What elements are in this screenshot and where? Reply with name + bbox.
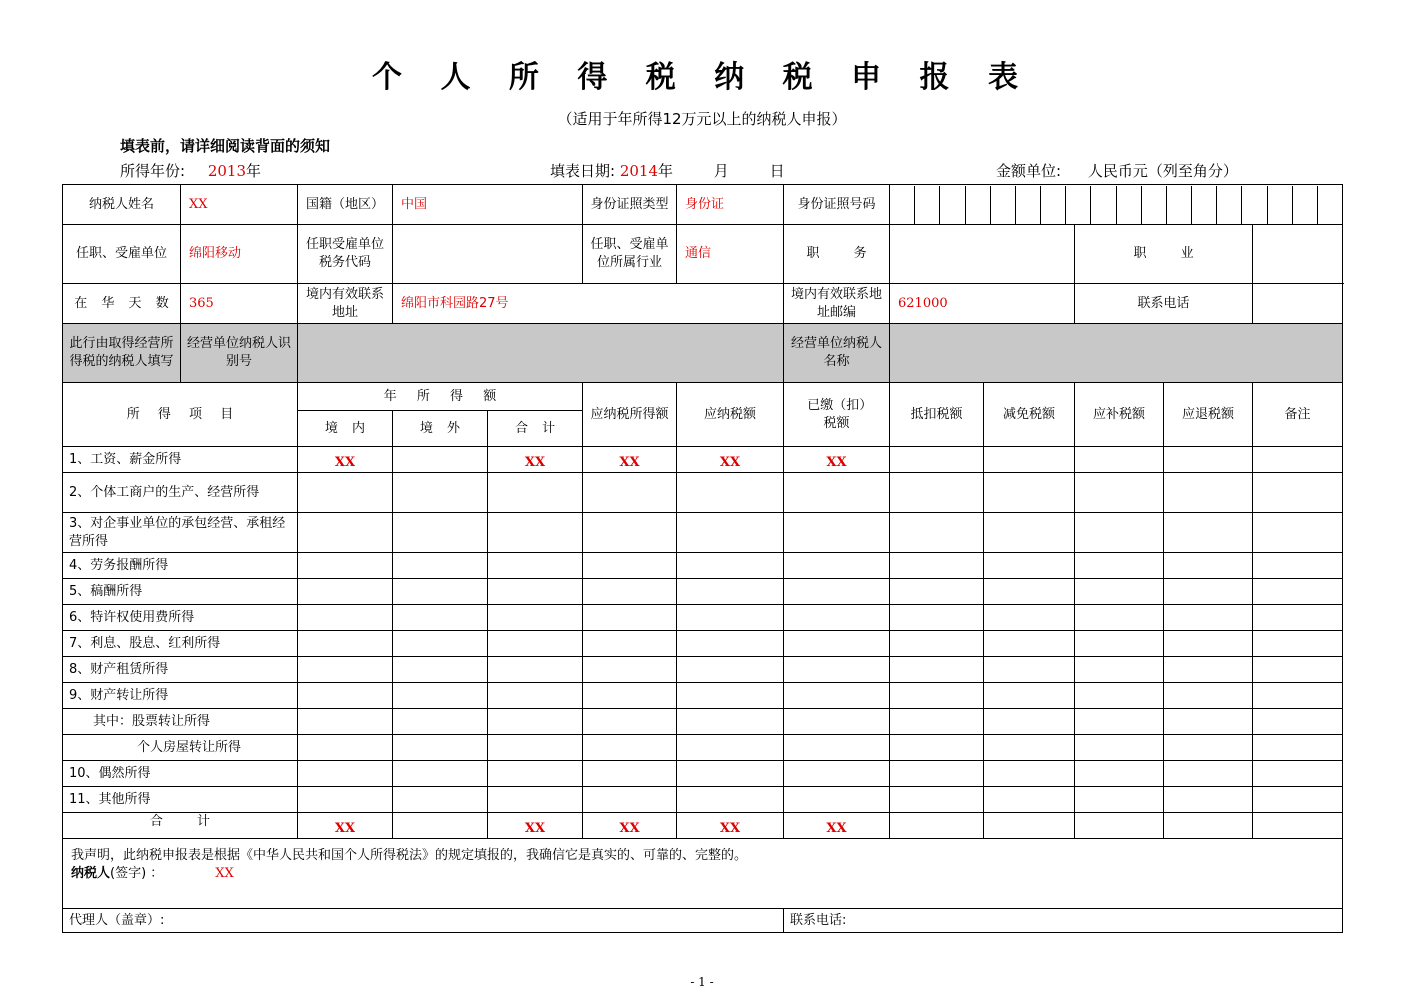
employer-tax-code-label: 任职受雇单位税务代码 [298, 225, 393, 284]
signature-value[interactable]: XX [215, 866, 234, 881]
cell[interactable] [1253, 473, 1343, 513]
cell[interactable] [1253, 631, 1343, 657]
cell[interactable] [984, 513, 1075, 553]
cell[interactable] [784, 631, 890, 657]
col-taxable-income-header: 应纳税所得额 [583, 383, 677, 447]
row-label: 1、工资、薪金所得 [63, 447, 298, 473]
form-subtitle: （适用于年所得12万元以上的纳税人申报） [557, 110, 847, 128]
cell[interactable] [890, 761, 984, 787]
cell[interactable] [488, 683, 583, 709]
cell[interactable] [1253, 709, 1343, 735]
cell[interactable] [984, 761, 1075, 787]
cell[interactable] [1253, 513, 1343, 553]
cell[interactable] [1075, 579, 1164, 605]
cell[interactable] [784, 735, 890, 761]
cell[interactable] [677, 631, 784, 657]
cell[interactable] [298, 761, 393, 787]
cell[interactable] [583, 605, 677, 631]
income-year-value[interactable]: 2013 [207, 162, 247, 180]
row-label: 其中：股票转让所得 [63, 709, 298, 735]
cell[interactable] [1253, 579, 1343, 605]
cell[interactable] [1253, 605, 1343, 631]
row-label: 个人房屋转让所得 [63, 735, 298, 761]
total-foreign[interactable] [393, 813, 488, 839]
table-row [63, 447, 1343, 473]
totals-label: 合 计 [63, 813, 298, 839]
table-row [63, 657, 1343, 683]
cell[interactable] [583, 787, 677, 813]
cell[interactable] [298, 735, 393, 761]
cell[interactable] [984, 473, 1075, 513]
col-item-header: 所 得 项 目 [63, 383, 298, 447]
cell[interactable] [1075, 735, 1164, 761]
fill-date-rest: 年 月 日 [658, 162, 785, 180]
cell[interactable] [984, 657, 1075, 683]
cell[interactable] [890, 683, 984, 709]
cell[interactable] [583, 579, 677, 605]
id-type-field[interactable]: 身份证 [677, 185, 784, 225]
col-tax-refund-header: 应退税额 [1164, 383, 1253, 447]
row-label: 6、特许权使用费所得 [63, 605, 298, 631]
cell[interactable] [890, 657, 984, 683]
row-label: 3、对企事业单位的承包经营、承租经营所得 [63, 513, 298, 553]
col-tax-relief-header: 减免税额 [984, 383, 1075, 447]
cell[interactable] [984, 709, 1075, 735]
cell[interactable] [393, 787, 488, 813]
cell[interactable] [890, 605, 984, 631]
phone-field[interactable] [1253, 284, 1343, 324]
cell[interactable] [298, 513, 393, 553]
cell[interactable] [393, 605, 488, 631]
cell[interactable] [1075, 553, 1164, 579]
income-year-label: 所得年份: [120, 162, 186, 180]
cell[interactable] [784, 761, 890, 787]
cell[interactable] [298, 683, 393, 709]
cell[interactable] [393, 683, 488, 709]
fill-date-label: 填表日期: [550, 162, 616, 180]
occupation-label: 职 业 [1075, 225, 1253, 284]
cell[interactable] [1075, 787, 1164, 813]
total-relief[interactable] [984, 813, 1075, 839]
cell[interactable] [1164, 579, 1253, 605]
cell[interactable] [677, 605, 784, 631]
cell[interactable] [677, 709, 784, 735]
income-year-suffix: 年 [246, 162, 262, 180]
total-supplement[interactable] [1075, 813, 1164, 839]
fill-notice: 填表前，请详细阅读背面的须知 [120, 137, 331, 155]
total-domestic[interactable]: XX [298, 813, 393, 839]
business-tax-id-field[interactable] [298, 324, 784, 383]
cell[interactable] [488, 787, 583, 813]
cell-supplement[interactable] [1075, 447, 1164, 473]
cell[interactable] [984, 553, 1075, 579]
row-label: 9、财产转让所得 [63, 683, 298, 709]
cell[interactable] [890, 473, 984, 513]
currency-value: 人民币元（列至角分） [1087, 162, 1238, 180]
cell[interactable] [890, 579, 984, 605]
cell[interactable] [784, 513, 890, 553]
cell[interactable] [1075, 709, 1164, 735]
business-tax-id-label: 经营单位纳税人识别号 [181, 324, 298, 383]
cell[interactable] [890, 735, 984, 761]
row-label: 5、稿酬所得 [63, 579, 298, 605]
totals-row [63, 813, 1343, 839]
currency-unit [996, 160, 1238, 181]
total-remarks[interactable] [1253, 813, 1343, 839]
table-row [63, 683, 1343, 709]
cell[interactable] [984, 683, 1075, 709]
col-foreign-header: 境 外 [393, 411, 488, 447]
cell[interactable] [488, 709, 583, 735]
declaration-block [63, 839, 1343, 909]
cell[interactable] [984, 605, 1075, 631]
agent-phone-label: 联系电话: [784, 909, 1343, 933]
col-tax-paid-header: 已缴（扣）税额 [784, 383, 890, 447]
table-row [63, 473, 1343, 513]
cell[interactable] [890, 513, 984, 553]
cell[interactable] [984, 787, 1075, 813]
cell[interactable] [677, 735, 784, 761]
cell[interactable] [1075, 513, 1164, 553]
cell[interactable] [488, 657, 583, 683]
employer-tax-code-field[interactable] [393, 225, 583, 284]
cell[interactable] [583, 709, 677, 735]
cell[interactable] [784, 787, 890, 813]
tax-return-table [62, 184, 1343, 933]
cell[interactable] [1164, 553, 1253, 579]
row-label: 11、其他所得 [63, 787, 298, 813]
total-total[interactable]: XX [488, 813, 583, 839]
cell[interactable] [1164, 513, 1253, 553]
cell[interactable] [1253, 683, 1343, 709]
agent-label: 代理人（盖章）: [63, 909, 784, 933]
postcode-field[interactable]: 621000 [890, 284, 1075, 324]
cell[interactable] [298, 473, 393, 513]
days-in-china-label: 在 华 天 数 [63, 284, 181, 324]
taxpayer-name-field[interactable]: XX [181, 185, 298, 225]
id-number-boxes [890, 186, 1342, 224]
fill-date-year[interactable]: 2014 [619, 162, 659, 180]
id-type-label: 身份证照类型 [583, 185, 677, 225]
cell[interactable] [583, 761, 677, 787]
cell[interactable] [488, 735, 583, 761]
table-row [63, 631, 1343, 657]
cell[interactable] [784, 709, 890, 735]
table-row [63, 513, 1343, 553]
table-row [63, 761, 1343, 787]
cell[interactable] [488, 761, 583, 787]
total-refund[interactable] [1164, 813, 1253, 839]
cell[interactable] [890, 631, 984, 657]
cell[interactable] [1253, 761, 1343, 787]
cell[interactable] [984, 631, 1075, 657]
col-tax-credit-header: 抵扣税额 [890, 383, 984, 447]
cell[interactable] [677, 787, 784, 813]
cell[interactable] [984, 735, 1075, 761]
total-payable[interactable]: XX [677, 813, 784, 839]
row-label: 2、个体工商户的生产、经营所得 [63, 473, 298, 513]
cell[interactable] [298, 605, 393, 631]
cell[interactable] [583, 553, 677, 579]
cell[interactable] [890, 709, 984, 735]
cell[interactable] [784, 553, 890, 579]
cell[interactable] [1253, 787, 1343, 813]
form-title: 个 人 所 得 税 纳 税 申 报 表 [372, 60, 1032, 95]
cell[interactable] [488, 631, 583, 657]
cell[interactable] [583, 473, 677, 513]
cell-remarks[interactable] [1253, 447, 1343, 473]
col-remarks-header: 备注 [1253, 383, 1343, 447]
table-row [63, 709, 1343, 735]
cell-foreign[interactable] [393, 447, 488, 473]
cell[interactable] [1075, 473, 1164, 513]
col-domestic-header: 境 内 [298, 411, 393, 447]
cell[interactable] [488, 473, 583, 513]
cell-paid[interactable]: XX [784, 447, 890, 473]
cell[interactable] [488, 513, 583, 553]
cell[interactable] [1164, 657, 1253, 683]
cell[interactable] [1164, 709, 1253, 735]
domestic-address-label: 境内有效联系地址 [298, 284, 393, 324]
col-total-header: 合 计 [488, 411, 583, 447]
cell-taxable[interactable]: XX [583, 447, 677, 473]
cell[interactable] [1075, 605, 1164, 631]
fill-date [550, 160, 785, 181]
cell[interactable] [1253, 657, 1343, 683]
cell[interactable] [984, 579, 1075, 605]
cell[interactable] [488, 605, 583, 631]
currency-label: 金额单位: [996, 162, 1062, 180]
cell[interactable] [393, 761, 488, 787]
postcode-label: 境内有效联系地址邮编 [784, 284, 890, 324]
cell[interactable] [784, 683, 890, 709]
cell[interactable] [393, 513, 488, 553]
table-row [63, 553, 1343, 579]
cell[interactable] [298, 579, 393, 605]
cell[interactable] [784, 579, 890, 605]
signature-line [71, 865, 1334, 883]
cell[interactable] [488, 553, 583, 579]
declaration-statement: 我声明，此纳税申报表是根据《中华人民共和国个人所得税法》的规定填报的，我确信它是真实的、可靠的、完整的。 [71, 848, 748, 863]
employer-industry-label: 任职、受雇单位所属行业 [583, 225, 677, 284]
table-row [63, 735, 1343, 761]
id-number-field[interactable] [890, 185, 1343, 225]
position-label: 职 务 [784, 225, 890, 284]
cell[interactable] [1164, 605, 1253, 631]
table-row [63, 579, 1343, 605]
employer-industry-field[interactable]: 通信 [677, 225, 784, 284]
cell-relief[interactable] [984, 447, 1075, 473]
cell-credit[interactable] [890, 447, 984, 473]
cell[interactable] [677, 513, 784, 553]
domestic-address-field[interactable]: 绵阳市科园路27号 [393, 284, 784, 324]
position-field[interactable] [890, 225, 1075, 284]
cell[interactable] [393, 579, 488, 605]
cell[interactable] [1075, 761, 1164, 787]
cell[interactable] [1075, 657, 1164, 683]
cell-total[interactable]: XX [488, 447, 583, 473]
cell[interactable] [393, 553, 488, 579]
cell[interactable] [393, 631, 488, 657]
cell[interactable] [677, 473, 784, 513]
cell[interactable] [298, 787, 393, 813]
cell[interactable] [583, 631, 677, 657]
days-in-china-field[interactable]: 365 [181, 284, 298, 324]
business-row-label: 此行由取得经营所得税的纳税人填写 [63, 324, 181, 383]
col-tax-supplement-header: 应补税额 [1075, 383, 1164, 447]
cell[interactable] [393, 735, 488, 761]
cell[interactable] [583, 513, 677, 553]
cell[interactable] [393, 473, 488, 513]
row-label: 4、劳务报酬所得 [63, 553, 298, 579]
cell[interactable] [298, 631, 393, 657]
cell[interactable] [1253, 735, 1343, 761]
income-year [120, 160, 261, 181]
table-row [63, 787, 1343, 813]
cell[interactable] [488, 579, 583, 605]
cell[interactable] [1164, 683, 1253, 709]
cell[interactable] [583, 735, 677, 761]
cell-domestic[interactable]: XX [298, 447, 393, 473]
col-tax-payable-header: 应纳税额 [677, 383, 784, 447]
employer-label: 任职、受雇单位 [63, 225, 181, 284]
cell[interactable] [784, 473, 890, 513]
cell[interactable] [298, 553, 393, 579]
business-name-field[interactable] [890, 324, 1343, 383]
cell-refund[interactable] [1164, 447, 1253, 473]
nationality-label: 国籍（地区） [298, 185, 393, 225]
cell[interactable] [298, 709, 393, 735]
cell[interactable] [298, 657, 393, 683]
cell[interactable] [890, 787, 984, 813]
employer-field[interactable]: 绵阳移动 [181, 225, 298, 284]
id-number-label: 身份证照号码 [784, 185, 890, 225]
cell[interactable] [1253, 553, 1343, 579]
phone-label: 联系电话 [1075, 284, 1253, 324]
cell[interactable] [393, 709, 488, 735]
cell[interactable] [1164, 787, 1253, 813]
cell[interactable] [677, 761, 784, 787]
cell[interactable] [1075, 631, 1164, 657]
cell[interactable] [1164, 761, 1253, 787]
total-credit[interactable] [890, 813, 984, 839]
row-label: 10、偶然所得 [63, 761, 298, 787]
taxpayer-name-label: 纳税人姓名 [63, 185, 181, 225]
cell[interactable] [1164, 473, 1253, 513]
col-annual-income-header: 年 所 得 额 [298, 383, 583, 411]
row-label: 8、财产租赁所得 [63, 657, 298, 683]
total-taxable[interactable]: XX [583, 813, 677, 839]
signature-suffix: (签字) ： [110, 866, 164, 881]
cell[interactable] [1164, 631, 1253, 657]
total-paid[interactable]: XX [784, 813, 890, 839]
page-number: - 1 - [690, 975, 714, 989]
cell[interactable] [677, 657, 784, 683]
table-row [63, 605, 1343, 631]
cell[interactable] [677, 683, 784, 709]
cell[interactable] [1075, 683, 1164, 709]
cell[interactable] [784, 657, 890, 683]
occupation-field[interactable] [1253, 225, 1343, 284]
cell[interactable] [583, 657, 677, 683]
cell[interactable] [677, 579, 784, 605]
cell-payable[interactable]: XX [677, 447, 784, 473]
cell[interactable] [583, 683, 677, 709]
cell[interactable] [784, 605, 890, 631]
cell[interactable] [393, 657, 488, 683]
cell[interactable] [890, 553, 984, 579]
business-name-label: 经营单位纳税人名称 [784, 324, 890, 383]
cell[interactable] [1164, 735, 1253, 761]
signature-label: 纳税人 [71, 866, 111, 881]
row-label: 7、利息、股息、红利所得 [63, 631, 298, 657]
nationality-field[interactable]: 中国 [393, 185, 583, 225]
cell[interactable] [677, 553, 784, 579]
